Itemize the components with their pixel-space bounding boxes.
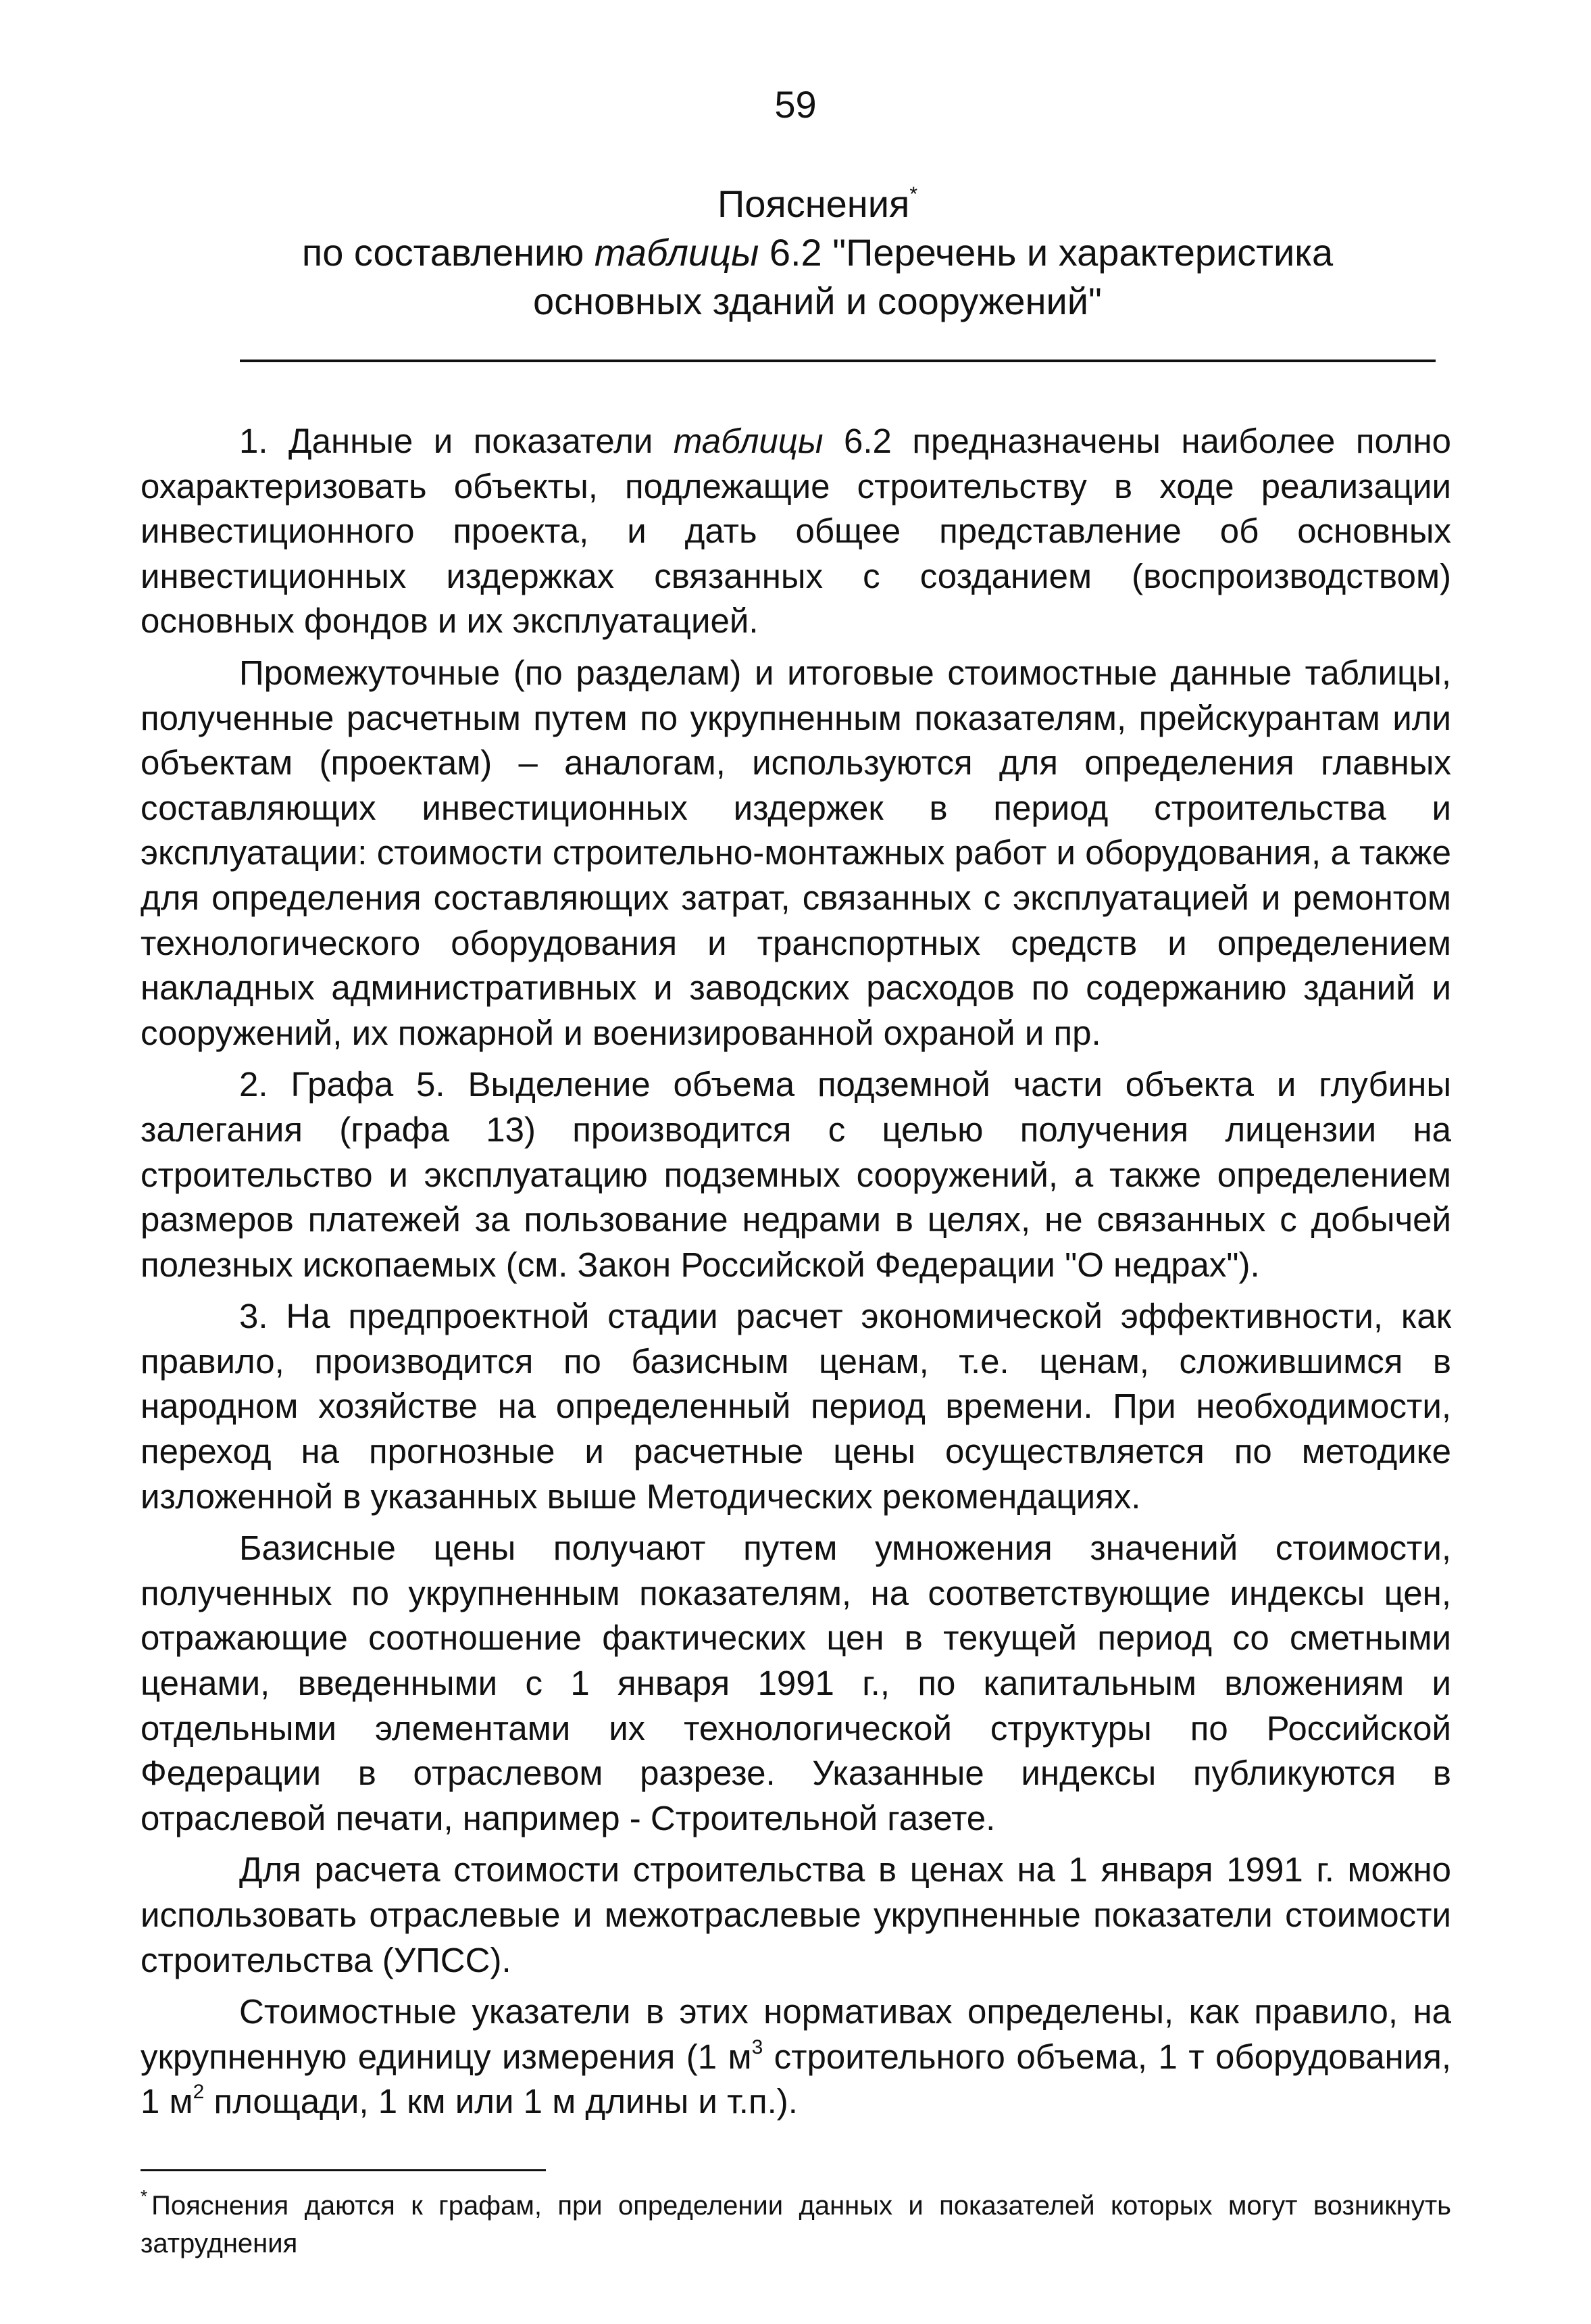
square-superscript: 2 [193, 2081, 205, 2104]
heading-line-2-end: 6.2 "Перечень и характеристика [759, 231, 1334, 274]
footnote-mark: * [141, 2186, 148, 2206]
paragraph-7 [141, 1989, 1451, 2125]
paragraph-7-part-a: Стоимостные указатели в этих нормативах определены, как правило, на укрупненную единицу измерения (1 м [141, 1992, 1451, 2076]
paragraph-1-end: 6.2 предназначены наиболее полно охарактеризовать объекты, подлежащие строительству в ходе реализации инвестиционного проекта, и дать общее представление об основных инвестиционных издержках связанных с созданием (воспроизводством) основных фондов и их эксплуатацией. [141, 422, 1451, 641]
footnote [141, 2187, 1451, 2263]
paragraph-1-italic-word: таблицы [673, 422, 824, 460]
paragraph-1-start: 1. Данные и показатели [239, 422, 674, 460]
body-text [141, 419, 1451, 2131]
paragraph-2: Промежуточные (по разделам) и итоговые стоимостные данные таблицы, полученные расчетным путем по укрупненным показателям, прейскурантам или объектам (проектам) – аналогам, используются для определения главных составляющих инвестиционных издержек в период строительства и эксплуатации: стоимости строительно-монтажных работ и оборудования, а также для определения составляющих затрат, связанных с эксплуатацией и ремонтом технологического оборудования и транспортных средств и определением накладных административных и заводских расходов по содержанию зданий и сооружений, их пожарной и военизированной охраной и пр. [141, 653, 1451, 1052]
paragraph-4: 3. На предпроектной стадии расчет экономической эффективности, как правило, производится по базисным ценам, т.е. ценам, сложившимся в народном хозяйстве на определенный период времени. При необходимости, переход на прогнозные и расчетные цены осуществляется по методике изложенной в указанных выше Методических рекомендациях. [141, 1297, 1451, 1516]
footnote-text: Пояснения даются к графам, при определении данных и показателей которых могут возникнуть затруднения [141, 2191, 1451, 2258]
heading-line-2-start: по составлению [301, 231, 595, 274]
paragraph-5: Базисные цены получают путем умножения значений стоимости, полученных по укрупненным показателям, на соответствующие индексы цен, отражающие соотношение фактических цен в текущей период со сметными ценами, введенными с 1 января 1991 г., по капитальным вложениям и отдельными элементами их технологической структуры по Российской Федерации в отраслевом разрезе. Указанные индексы публикуются в отраслевой печати, например - Строительной газете. [141, 1529, 1451, 1837]
heading-line-1 [155, 180, 1480, 228]
heading-divider [240, 360, 1436, 362]
heading-footnote-mark: * [909, 183, 917, 205]
footnote-divider [141, 2169, 546, 2171]
heading-title: Пояснения [717, 182, 910, 225]
paragraph-7-part-c: площади, 1 км или 1 м длины и т.п.). [204, 2082, 798, 2121]
paragraph-6: Для расчета стоимости строительства в ценах на 1 января 1991 г. можно использовать отраслевые и межотраслевые укрупненные показатели стоимости строительства (УПСС). [141, 1850, 1451, 1979]
paragraph-7-part-b: строительного объема, 1 т оборудования, 1 м [141, 2037, 1451, 2121]
heading-line-2 [155, 228, 1480, 277]
heading-line-3: основных зданий и сооружений" [533, 280, 1102, 322]
cubic-superscript: 3 [751, 2035, 763, 2058]
section-heading [155, 180, 1480, 326]
page-number: 59 [774, 83, 817, 126]
heading-italic-word: таблицы [594, 231, 759, 274]
paragraph-1 [141, 419, 1451, 644]
paragraph-3: 2. Графа 5. Выделение объема подземной части объекта и глубины залегания (графа 13) производится с целью получения лицензии на строительство и эксплуатацию подземных сооружений, а также определением размеров платежей за пользование недрами в целях, не связанных с добычей полезных ископаемых (см. Закон Российской Федерации "О недрах"). [141, 1065, 1451, 1284]
